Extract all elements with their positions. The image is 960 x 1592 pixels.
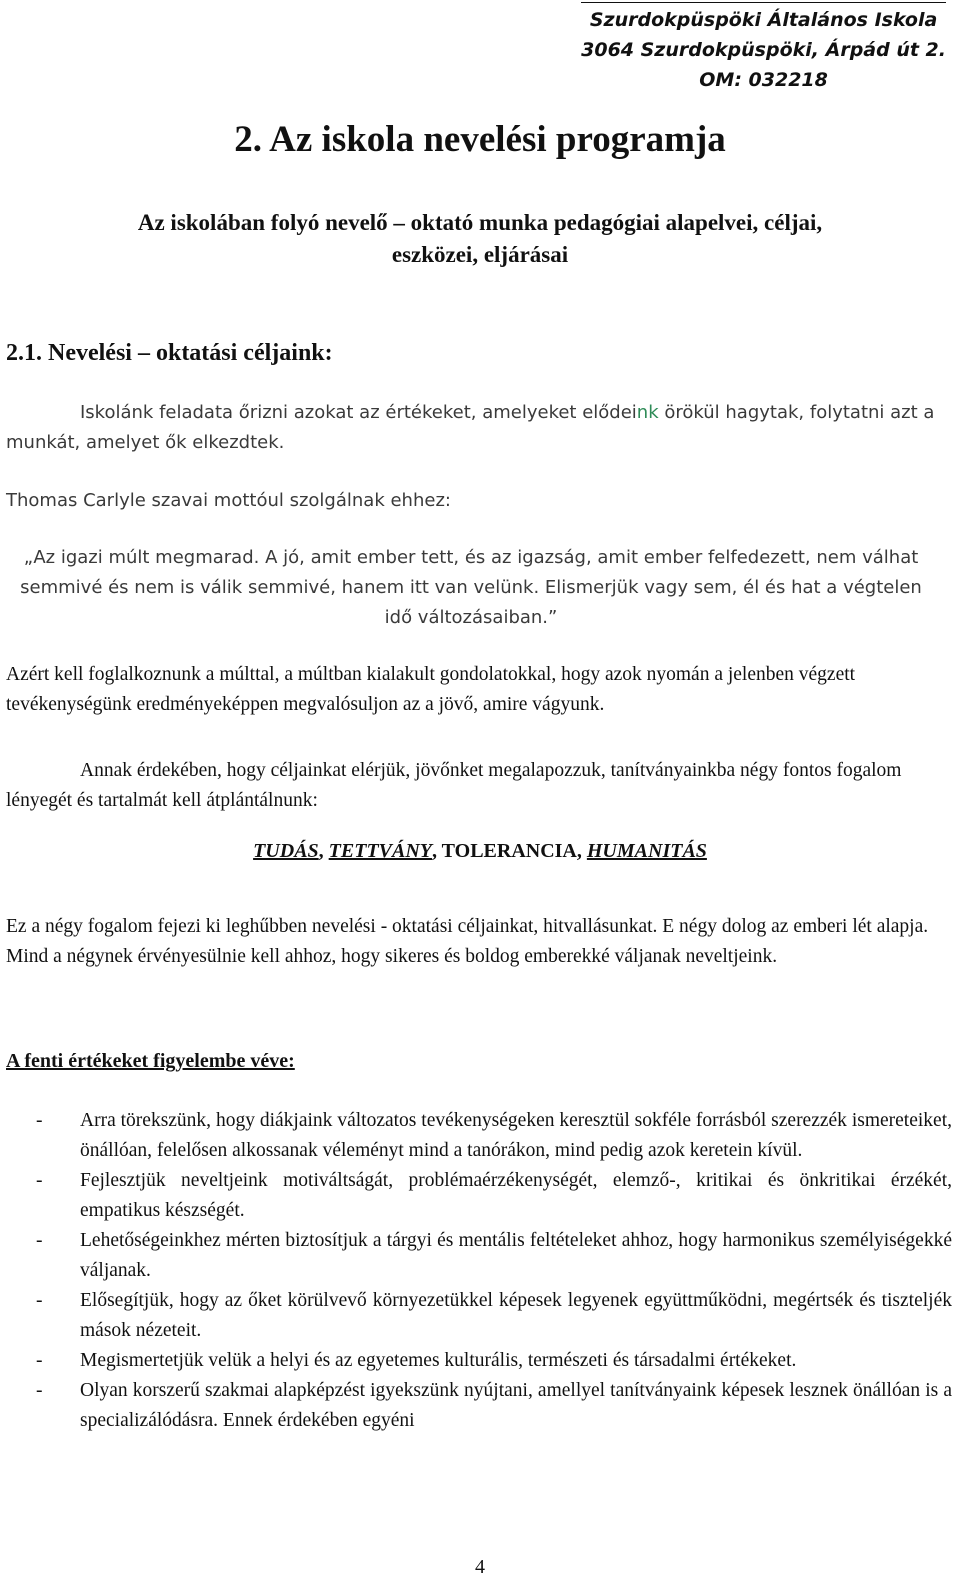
header-address: 3064 Szurdokpüspöki, Árpád út 2. bbox=[581, 39, 946, 61]
intro-paragraph bbox=[6, 398, 936, 458]
page-number: 4 bbox=[475, 1556, 485, 1578]
subtitle-line-2: eszközei, eljárásai bbox=[391, 242, 569, 267]
list-dash: - bbox=[36, 1380, 43, 1401]
quote-part-3: Elismerjük vagy sem, él és hat a végtelen idő változásaiban.” bbox=[384, 577, 922, 628]
list-item-text: Megismertetjük velük a helyi és az egyetemes kulturális, természeti és társadalmi értékeket. bbox=[80, 1350, 797, 1371]
list-item bbox=[6, 1166, 952, 1226]
concept-humanitas: HUMANITÁS bbox=[586, 840, 707, 862]
list-dash: - bbox=[36, 1290, 43, 1311]
chapter-title: 2. Az iskola nevelési programja bbox=[234, 119, 726, 160]
list-dash: - bbox=[36, 1350, 43, 1371]
list-dash: - bbox=[36, 1230, 43, 1251]
list-item bbox=[6, 1376, 952, 1436]
motto-intro: Thomas Carlyle szavai mottóul szolgálnak ehhez: bbox=[6, 490, 451, 511]
goals-paragraph: Annak érdekében, hogy céljainkat elérjük, jövőnket megalapozzuk, tanítványainkba négy fontos fogalom lényegét és tartalmát kell átplántálnunk: bbox=[6, 760, 902, 811]
concept-separator: , bbox=[432, 840, 442, 862]
list-item-text: Olyan korszerű szakmai alapképzést igyekszünk nyújtani, amellyel tanítványaink képesek lesznek önállóan is a specializálódásra. Ennek érdekében egyéni bbox=[80, 1380, 952, 1431]
carlyle-quote bbox=[6, 543, 936, 633]
concept-tettvany: TETTVÁNY bbox=[328, 840, 433, 862]
goals-list bbox=[6, 1106, 952, 1436]
intro-text-start: Iskolánk feladata őrizni azokat az értékeket, amelyeket elődei bbox=[80, 402, 637, 423]
concept-tudas: TUDÁS bbox=[253, 840, 319, 862]
list-dash: - bbox=[36, 1170, 43, 1191]
list-item bbox=[6, 1286, 952, 1346]
list-dash: - bbox=[36, 1110, 43, 1131]
chapter-subtitle bbox=[0, 207, 960, 271]
key-concepts bbox=[0, 840, 960, 863]
header-om-number: OM: 032218 bbox=[699, 69, 828, 91]
list-item-text: Elősegítjük, hogy az őket körülvevő környezetükkel képesek legyenek együttműködni, megértsék és tiszteljék mások nézeteit. bbox=[80, 1290, 952, 1341]
section-heading: 2.1. Nevelési – oktatási céljaink: bbox=[6, 340, 333, 366]
list-item bbox=[6, 1106, 952, 1166]
concepts-paragraph: Ez a négy fogalom fejezi ki leghűbben nevelési - oktatási céljainkat, hitvallásunkat. E négy dolog az emberi lét alapja. Mind a négynek érvényesülnie kell ahhoz, hogy sikeres és boldog emberekké váljanak neveltjeink. bbox=[6, 916, 929, 967]
list-item-text: Lehetőségeinkhez mérten biztosítjuk a tárgyi és mentális feltételeket ahhoz, hogy harmonikus személyiségekké váljanak. bbox=[80, 1230, 952, 1281]
past-paragraph: Azért kell foglalkoznunk a múlttal, a múltban kialakult gondolatokkal, hogy azok nyomán a jelenben végzett tevékenységünk eredményeképpen megvalósuljon az a jövő, amire vágyunk. bbox=[6, 664, 856, 715]
concept-separator: , bbox=[318, 840, 329, 862]
list-item-text: Arra törekszünk, hogy diákjaink változatos tevékenységeken keresztül sokféle forrásból szerezzék ismereteiket, önállóan, felelősen alkossanak véleményt mind a tanórákon, mind pedig azok keretein kívül. bbox=[80, 1110, 952, 1161]
document-header bbox=[581, 0, 946, 95]
intro-text-end: örökül hagytak, folytatni azt a munkát, amelyet ők elkezdtek. bbox=[6, 402, 935, 453]
subtitle-line-1: Az iskolában folyó nevelő – oktató munka pedagógiai alapelvei, céljai, bbox=[137, 210, 823, 235]
concept-tolerancia: TOLERANCIA, bbox=[441, 840, 587, 862]
values-subheading: A fenti értékeket figyelembe véve: bbox=[6, 1050, 295, 1072]
list-item-text: Fejlesztjük neveltjeink motiváltságát, problémaérzékenységét, elemző-, kritikai és önkritikai érzékét, empatikus készségét. bbox=[80, 1170, 952, 1221]
list-item bbox=[6, 1346, 952, 1376]
list-item bbox=[6, 1226, 952, 1286]
header-school-name: Szurdokpüspöki Általános Iskola bbox=[581, 2, 946, 35]
quote-part-2: A jó, amit ember tett, és az igazság, amit ember felfedezett, nem válhat semmivé és nem is válik semmivé, hanem itt van velünk. bbox=[20, 547, 919, 598]
quote-part-1: „Az igazi múlt megmarad. bbox=[23, 547, 260, 568]
intro-text-highlight: nk bbox=[636, 402, 659, 423]
